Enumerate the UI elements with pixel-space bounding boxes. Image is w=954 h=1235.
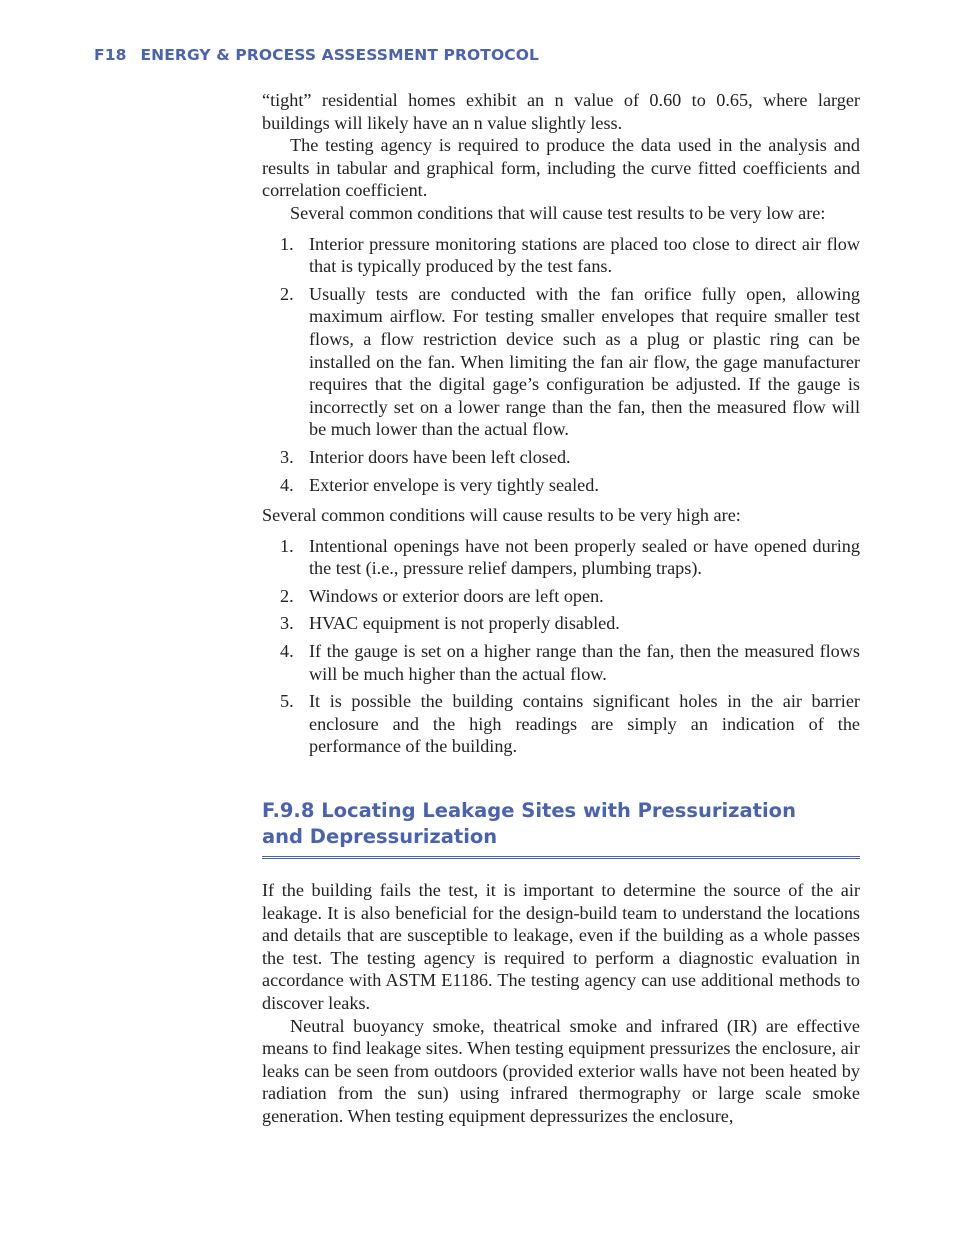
list-number: 1. [280,233,294,254]
list-text: Windows or exterior doors are left open. [309,585,604,606]
body-column [262,89,860,1128]
paragraph: The testing agency is required to produce the data used in the analysis and results in tabular and graphical form, including the curve fitted coefficients and correlation coefficient. [262,135,860,201]
list-text: It is possible the building contains significant holes in the air barrier enclosure and the high readings are simply an indication of the performance of the building. [309,691,860,757]
list-item [262,612,860,635]
list-text: HVAC equipment is not properly disabled. [309,613,620,634]
paragraph: If the building fails the test, it is important to determine the source of the air leakage. It is also beneficial for the design-build team to understand the locations and details that are susceptible to leakage, even if the building as a whole passes the test. The testing agency is required to perform a diagnostic evaluation in accordance with ASTM E1186. The testing agency can use additional methods to discover leaks. [262,880,860,1013]
list-item [262,283,860,441]
paragraph: Neutral buoyancy smoke, theatrical smoke and infrared (IR) are effective means to find leakage sites. When testing equipment pressurizes the enclosure, air leaks can be seen from outdoors (provided exterior walls have not been heated by radiation from the sun) using infrared thermography or large scale smoke generation. When testing equipment depressurizes the enclosure, [262,1015,860,1126]
list-number: 1. [280,535,294,556]
list-item [262,446,860,469]
list-number: 2. [280,283,294,304]
low-conditions-list [262,233,860,497]
list-number: 2. [280,585,294,606]
section-heading-line: and Depressurization [262,825,498,849]
section-heading [262,798,860,859]
list-number: 4. [280,474,294,495]
list-text: Exterior envelope is very tightly sealed. [309,474,599,495]
list-item [262,640,860,685]
list-item [262,233,860,278]
running-title: ENERGY & PROCESS ASSESSMENT PROTOCOL [140,46,539,64]
list-number: 5. [280,691,294,712]
list-text: Intentional openings have not been properly sealed or have opened during the test (i.e., pressure relief dampers, plumbing traps). [309,535,860,579]
list-number: 4. [280,641,294,662]
paragraph: Several common conditions will cause results to be very high are: [262,505,741,526]
high-conditions-list [262,535,860,758]
list-item [262,535,860,580]
list-item [262,585,860,608]
list-text: Interior doors have been left closed. [309,446,571,467]
list-item [262,690,860,758]
running-header [94,46,539,64]
section-heading-line: F.9.8 Locating Leakage Sites with Pressurization [262,799,796,823]
paragraph: Several common conditions that will cause test results to be very low are: [290,202,826,223]
paragraph: “tight” residential homes exhibit an n value of 0.60 to 0.65, where larger buildings will likely have an n value slightly less. [262,90,860,133]
list-text: If the gauge is set on a higher range than the fan, then the measured flows will be much higher than the actual flow. [309,641,860,684]
list-item [262,474,860,497]
list-text: Interior pressure monitoring stations are placed too close to direct air flow that is typically produced by the test fans. [309,233,860,277]
list-text: Usually tests are conducted with the fan orifice fully open, allowing maximum airflow. For testing smaller envelopes that require smaller test flows, a flow restriction device such as a plug or plastic ring can be installed on the fan. When limiting the fan air flow, the gage manufacturer requires that the digital gage’s configuration be adjusted. If the gauge is incorrectly set on a lower range than the fan, then the measured flow will be much lower than the actual flow. [309,283,860,440]
list-number: 3. [280,446,294,467]
list-number: 3. [280,613,294,634]
page-number: F18 [94,46,127,64]
